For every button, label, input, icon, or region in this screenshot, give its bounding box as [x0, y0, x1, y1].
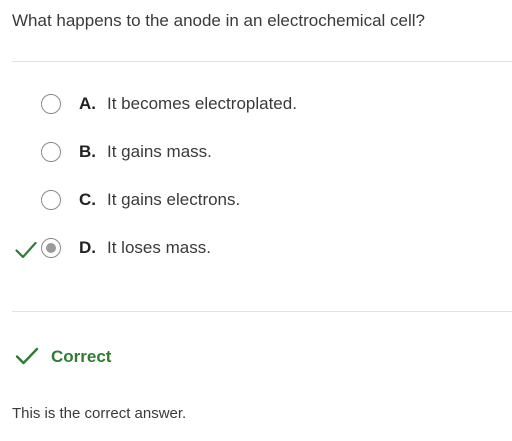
option-letter-d: D.	[79, 238, 96, 257]
checkmark-icon	[15, 347, 39, 365]
radio-button-c[interactable]	[41, 190, 61, 210]
option-text-d: It loses mass.	[107, 238, 211, 257]
question-text: What happens to the anode in an electrochemical cell?	[12, 11, 425, 30]
divider-bottom	[12, 311, 512, 312]
radio-button-b[interactable]	[41, 142, 61, 162]
option-a[interactable]	[0, 86, 512, 126]
option-b[interactable]	[0, 134, 512, 174]
option-letter-a: A.	[79, 94, 96, 113]
result-row	[0, 343, 512, 371]
option-text-c: It gains electrons.	[107, 190, 241, 209]
option-letter-c: C.	[79, 190, 96, 209]
result-explanation: This is the correct answer.	[12, 405, 187, 422]
divider-top	[12, 61, 512, 62]
radio-button-a[interactable]	[41, 94, 61, 114]
option-letter-b: B.	[79, 142, 96, 161]
option-c[interactable]	[0, 182, 512, 222]
result-label: Correct	[51, 347, 112, 366]
option-text-b: It gains mass.	[107, 142, 212, 161]
checkmark-icon	[15, 241, 37, 259]
radio-button-d[interactable]	[41, 238, 61, 258]
option-text-a: It becomes electroplated.	[107, 94, 297, 113]
option-d[interactable]	[0, 230, 512, 270]
